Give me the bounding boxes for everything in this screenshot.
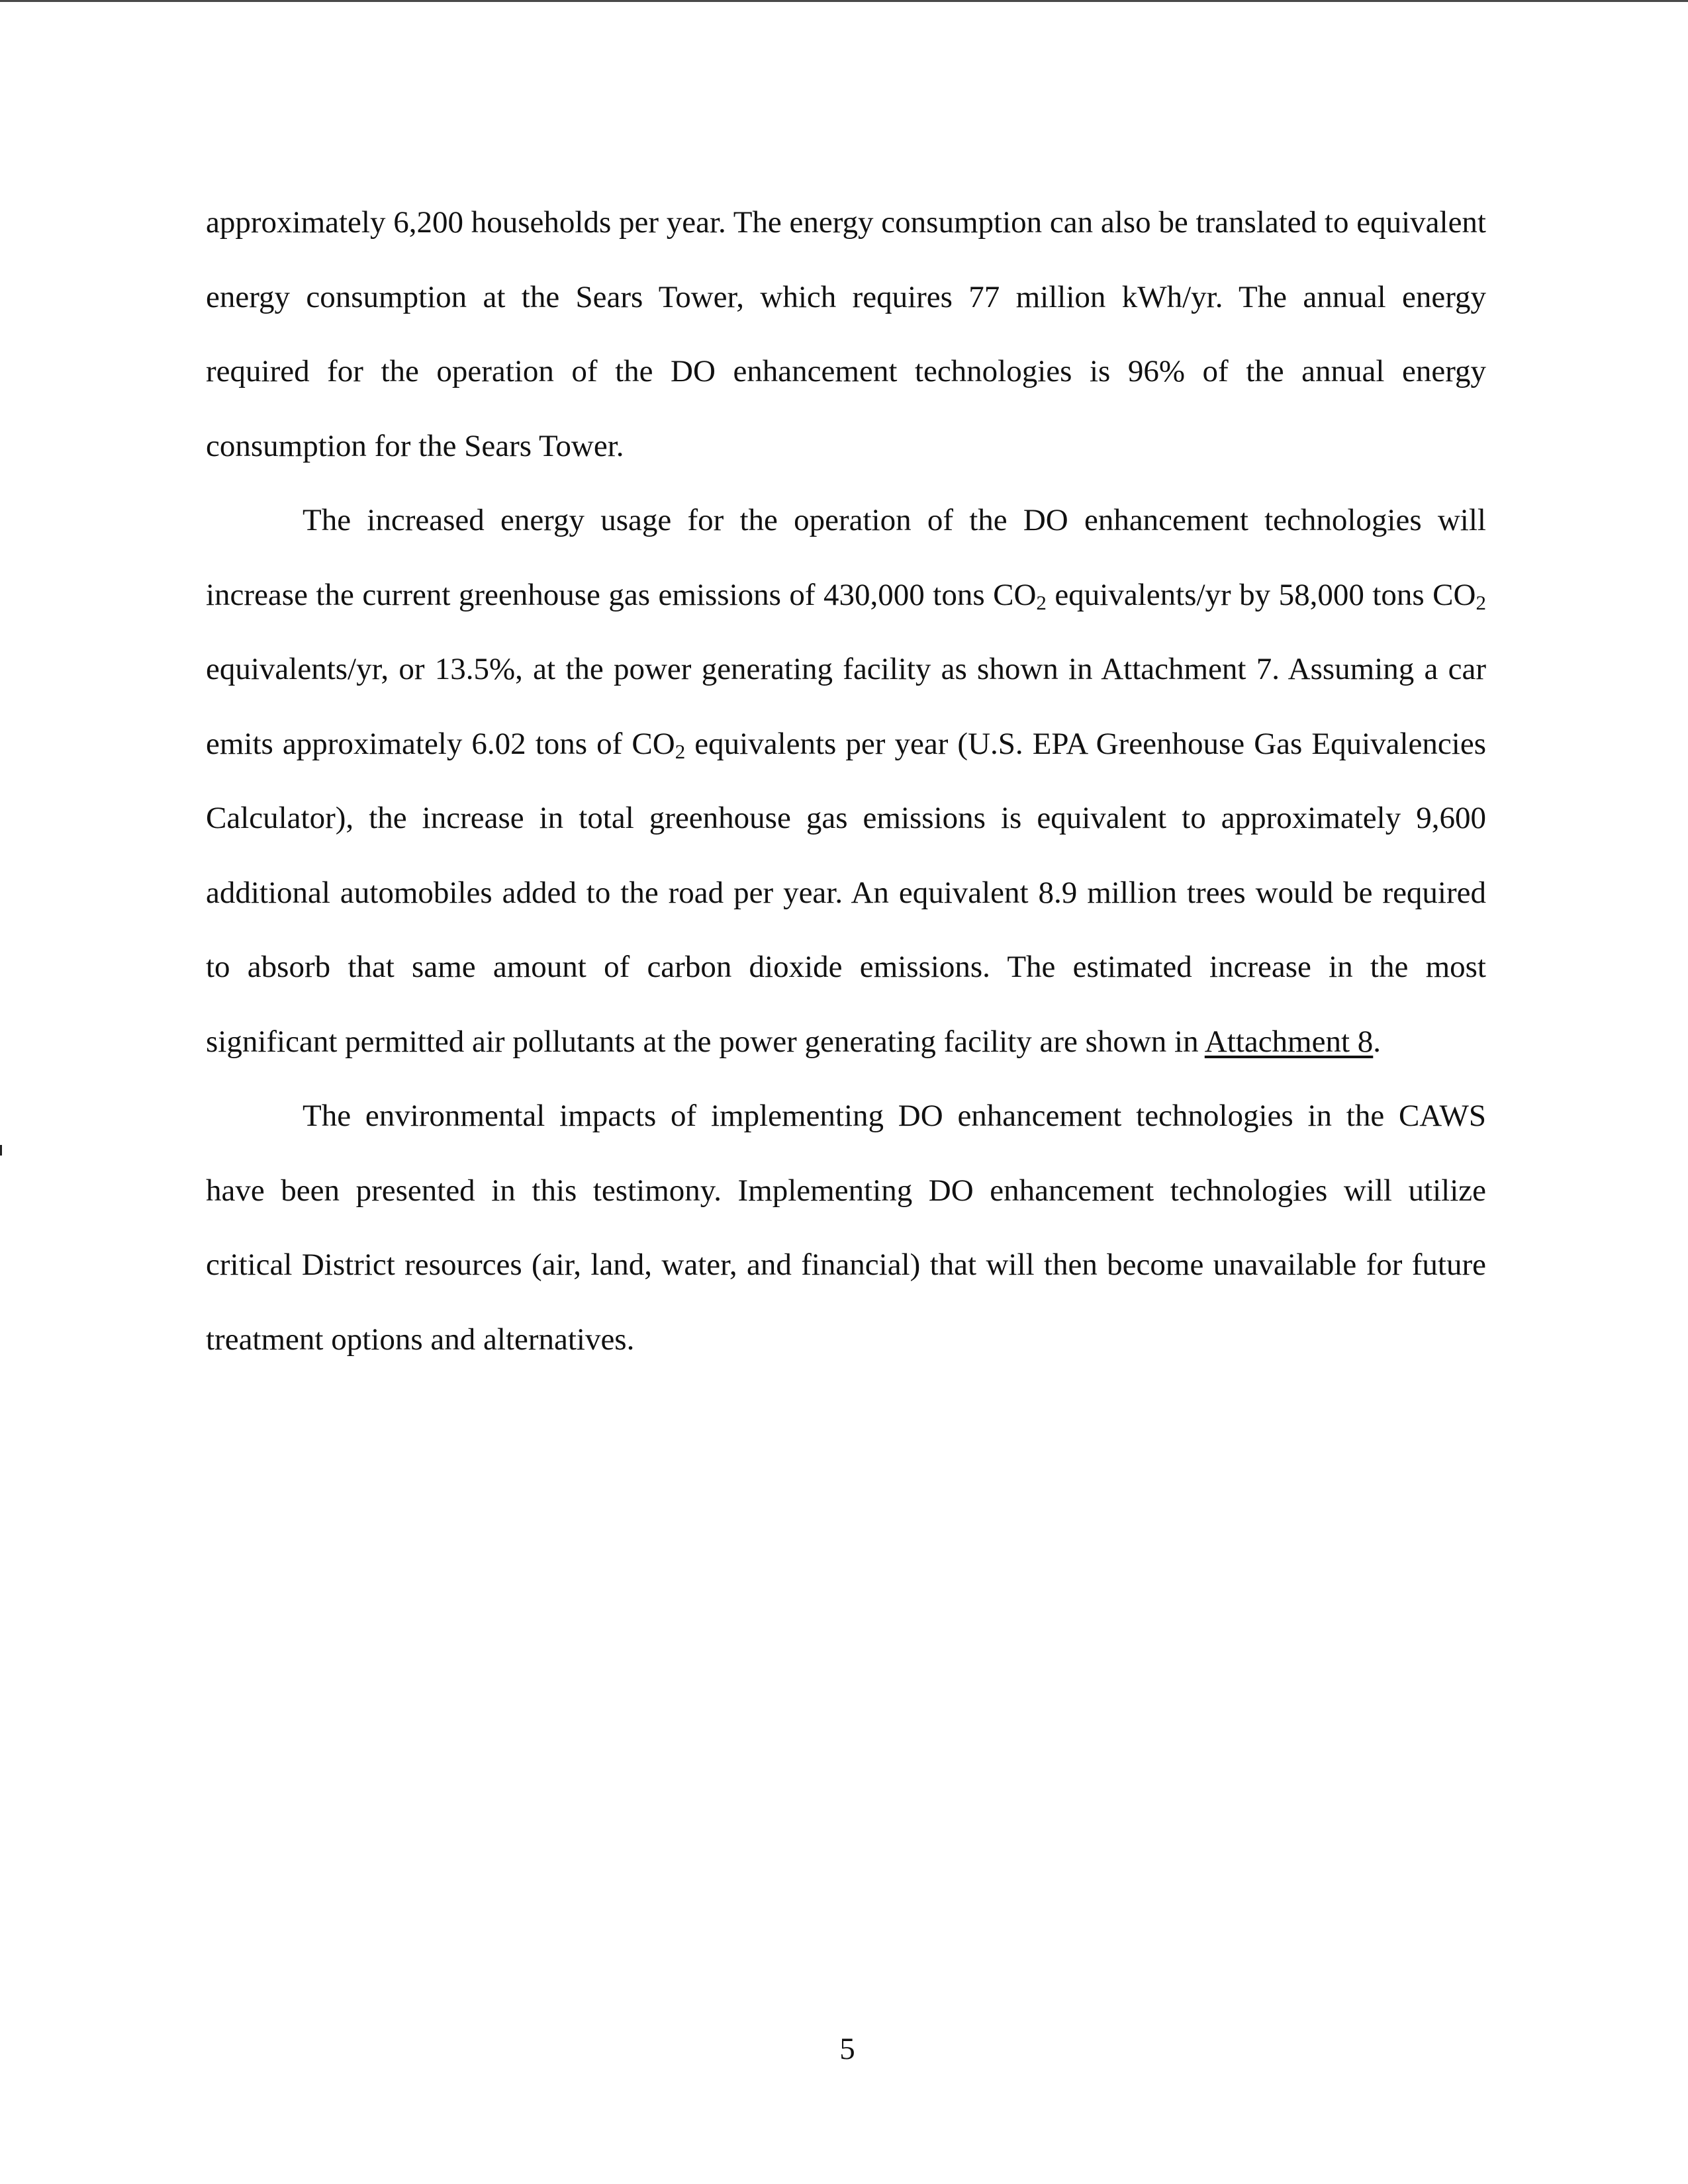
top-border-rule [0, 0, 1688, 2]
document-body [206, 185, 1486, 1377]
text-segment: equivalents per year (U.S. EPA Greenhouse Gas Equivalencies Calculator), the increase in total greenhouse gas emissions is equivalent to approximately 9,600 additional automobiles added to the road per year. An equivalent 8.9 million trees would be required to absorb that same amount of carbon dioxide emissions. The estimated increase in the most significant permitted air pollutants at the power generating facility are shown in [206, 726, 1486, 1059]
page-number [0, 2030, 1688, 2068]
scan-mark [0, 1145, 2, 1156]
subscript: 2 [1476, 590, 1486, 614]
text-segment: equivalents/yr, or 13.5%, at the power generating facility as shown in Attachment 7. Assuming a car emits approximately 6.02 tons of CO [206, 652, 1486, 761]
attachment-8-reference: Attachment 8 [1204, 1024, 1374, 1059]
page-number-text: 5 [839, 2032, 855, 2066]
paragraph-greenhouse-emissions [206, 483, 1486, 1079]
paragraph-energy-consumption: approximately 6,200 households per year. The energy consumption can also be translated to equivalent energy consumption at the Sears Tower, which requires 77 million kWh/yr. The annual energy required for the operation of the DO enhancement technologies is 96% of the annual energy consumption for the Sears Tower. [206, 205, 1486, 463]
paragraph-environmental-impacts: The environmental impacts of implementing DO enhancement technologies in the CAWS have been presented in this testimony. Implementing DO enhancement technologies will utilize critical District resources (air, land, water, and financial) that will then become unavailable for future treatment options and alternatives. [206, 1099, 1486, 1357]
text-segment: equivalents/yr by 58,000 tons CO [1046, 577, 1476, 612]
text-segment: The increased energy usage for the operation of the DO enhancement technologies will increase the current greenhouse gas emissions of 430,000 tons CO [206, 503, 1486, 612]
subscript: 2 [675, 739, 686, 763]
subscript: 2 [1036, 590, 1047, 614]
text-segment: . [1373, 1024, 1382, 1059]
